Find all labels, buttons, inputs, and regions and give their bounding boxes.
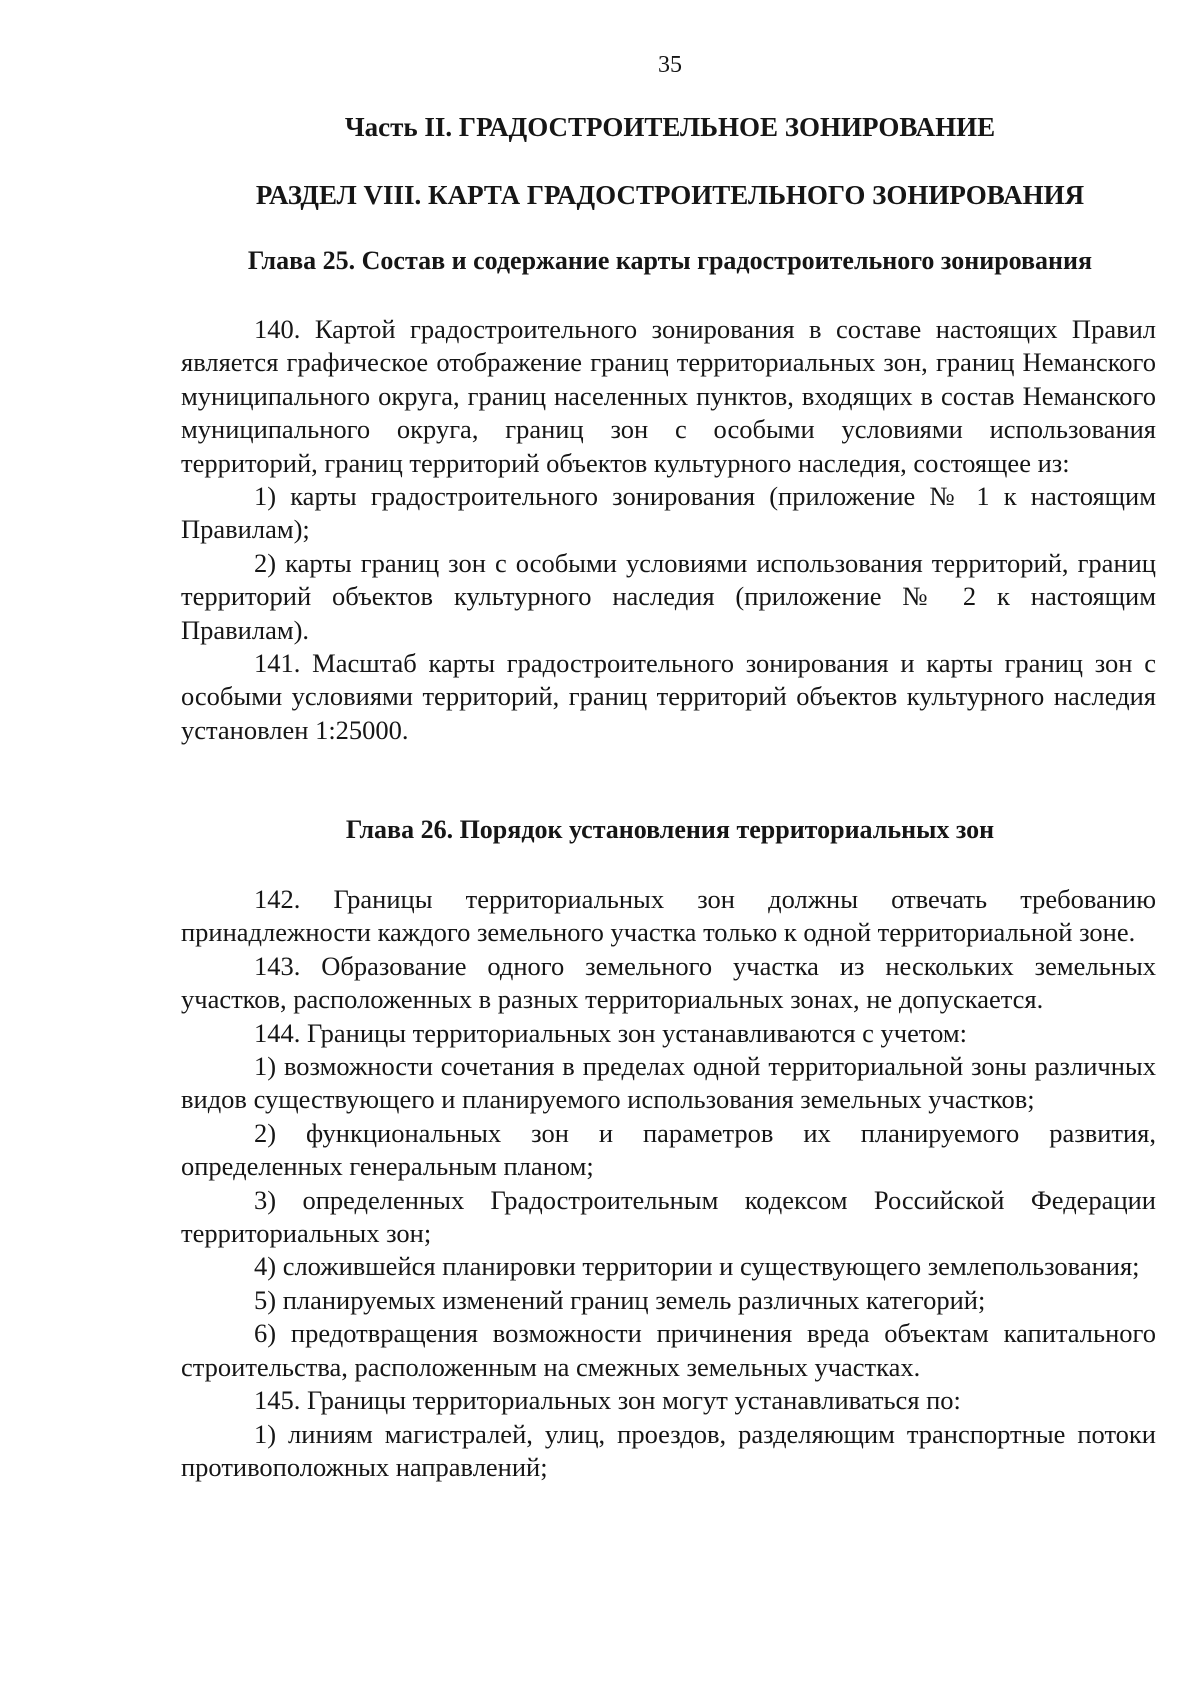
paragraph-144-item-2: 2) функциональных зон и параметров их планируемого развития, определенных генеральным планом;	[181, 1117, 1156, 1182]
paragraph-140-item-2: 2) карты границ зон с особыми условиями использования территорий, границ территорий объектов культурного наследия (приложение № 2 к настоящим Правилам).	[181, 547, 1156, 645]
page-number: 35	[658, 52, 682, 78]
paragraph-144-item-4: 4) сложившейся планировки территории и существующего землепользования;	[254, 1251, 1140, 1282]
paragraph-144-item-5: 5) планируемых изменений границ земель различных категорий;	[254, 1284, 986, 1315]
chapter-26-heading: Глава 26. Порядок установления территориальных зон	[345, 815, 995, 844]
paragraph-145-item-1: 1) линиям магистралей, улиц, проездов, разделяющим транспортные потоки противоположных направлений;	[181, 1418, 1156, 1482]
paragraph-141: 141. Масштаб карты градостроительного зонирования и карты границ зон с особыми условиями территорий, границ территорий объектов культурного наследия установлен 1:25000.	[181, 648, 1156, 745]
paragraph-142: 142. Границы территориальных зон должны отвечать требованию принадлежности каждого земельного участка только к одной территориальной зоне.	[181, 884, 1156, 948]
paragraph-144: 144. Границы территориальных зон устанавливаются с учетом:	[254, 1017, 967, 1048]
paragraph-144-item-1: 1) возможности сочетания в пределах одной территориальной зоны различных видов существующего и планируемого использования земельных участков;	[181, 1051, 1156, 1115]
paragraph-145: 145. Границы территориальных зон могут устанавливаться по:	[254, 1385, 961, 1416]
part-heading: Часть II. ГРАДОСТРОИТЕЛЬНОЕ ЗОНИРОВАНИЕ	[344, 112, 996, 142]
section-heading: РАЗДЕЛ VIII. КАРТА ГРАДОСТРОИТЕЛЬНОГО ЗОНИРОВАНИЯ	[255, 180, 1085, 210]
paragraph-144-item-3: 3) определенных Градостроительным кодексом Российской Федерации территориальных зон;	[181, 1184, 1156, 1249]
chapter-25-body	[181, 313, 1156, 747]
chapter-25-heading: Глава 25. Состав и содержание карты градостроительного зонирования	[247, 246, 1093, 275]
paragraph-144-item-6: 6) предотвращения возможности причинения вреда объектам капитального строительства, расположенным на смежных земельных участках.	[181, 1318, 1156, 1382]
chapter-26-body	[181, 883, 1156, 1484]
paragraph-143: 143. Образование одного земельного участка из нескольких земельных участков, расположенных в разных территориальных зонах, не допускается.	[181, 950, 1156, 1015]
paragraph-140-item-1: 1) карты градостроительного зонирования (приложение № 1 к настоящим Правилам);	[181, 481, 1156, 545]
paragraph-140: 140. Картой градостроительного зонирования в составе настоящих Правил является графическое отображение границ территориальных зон, границ Неманского муниципального округа, границ населенных пунктов, входящих в состав Неманского муниципального округа, границ зон с особыми условиями использования территорий, границ территорий объектов культурного наследия, состоящее из:	[181, 314, 1156, 478]
